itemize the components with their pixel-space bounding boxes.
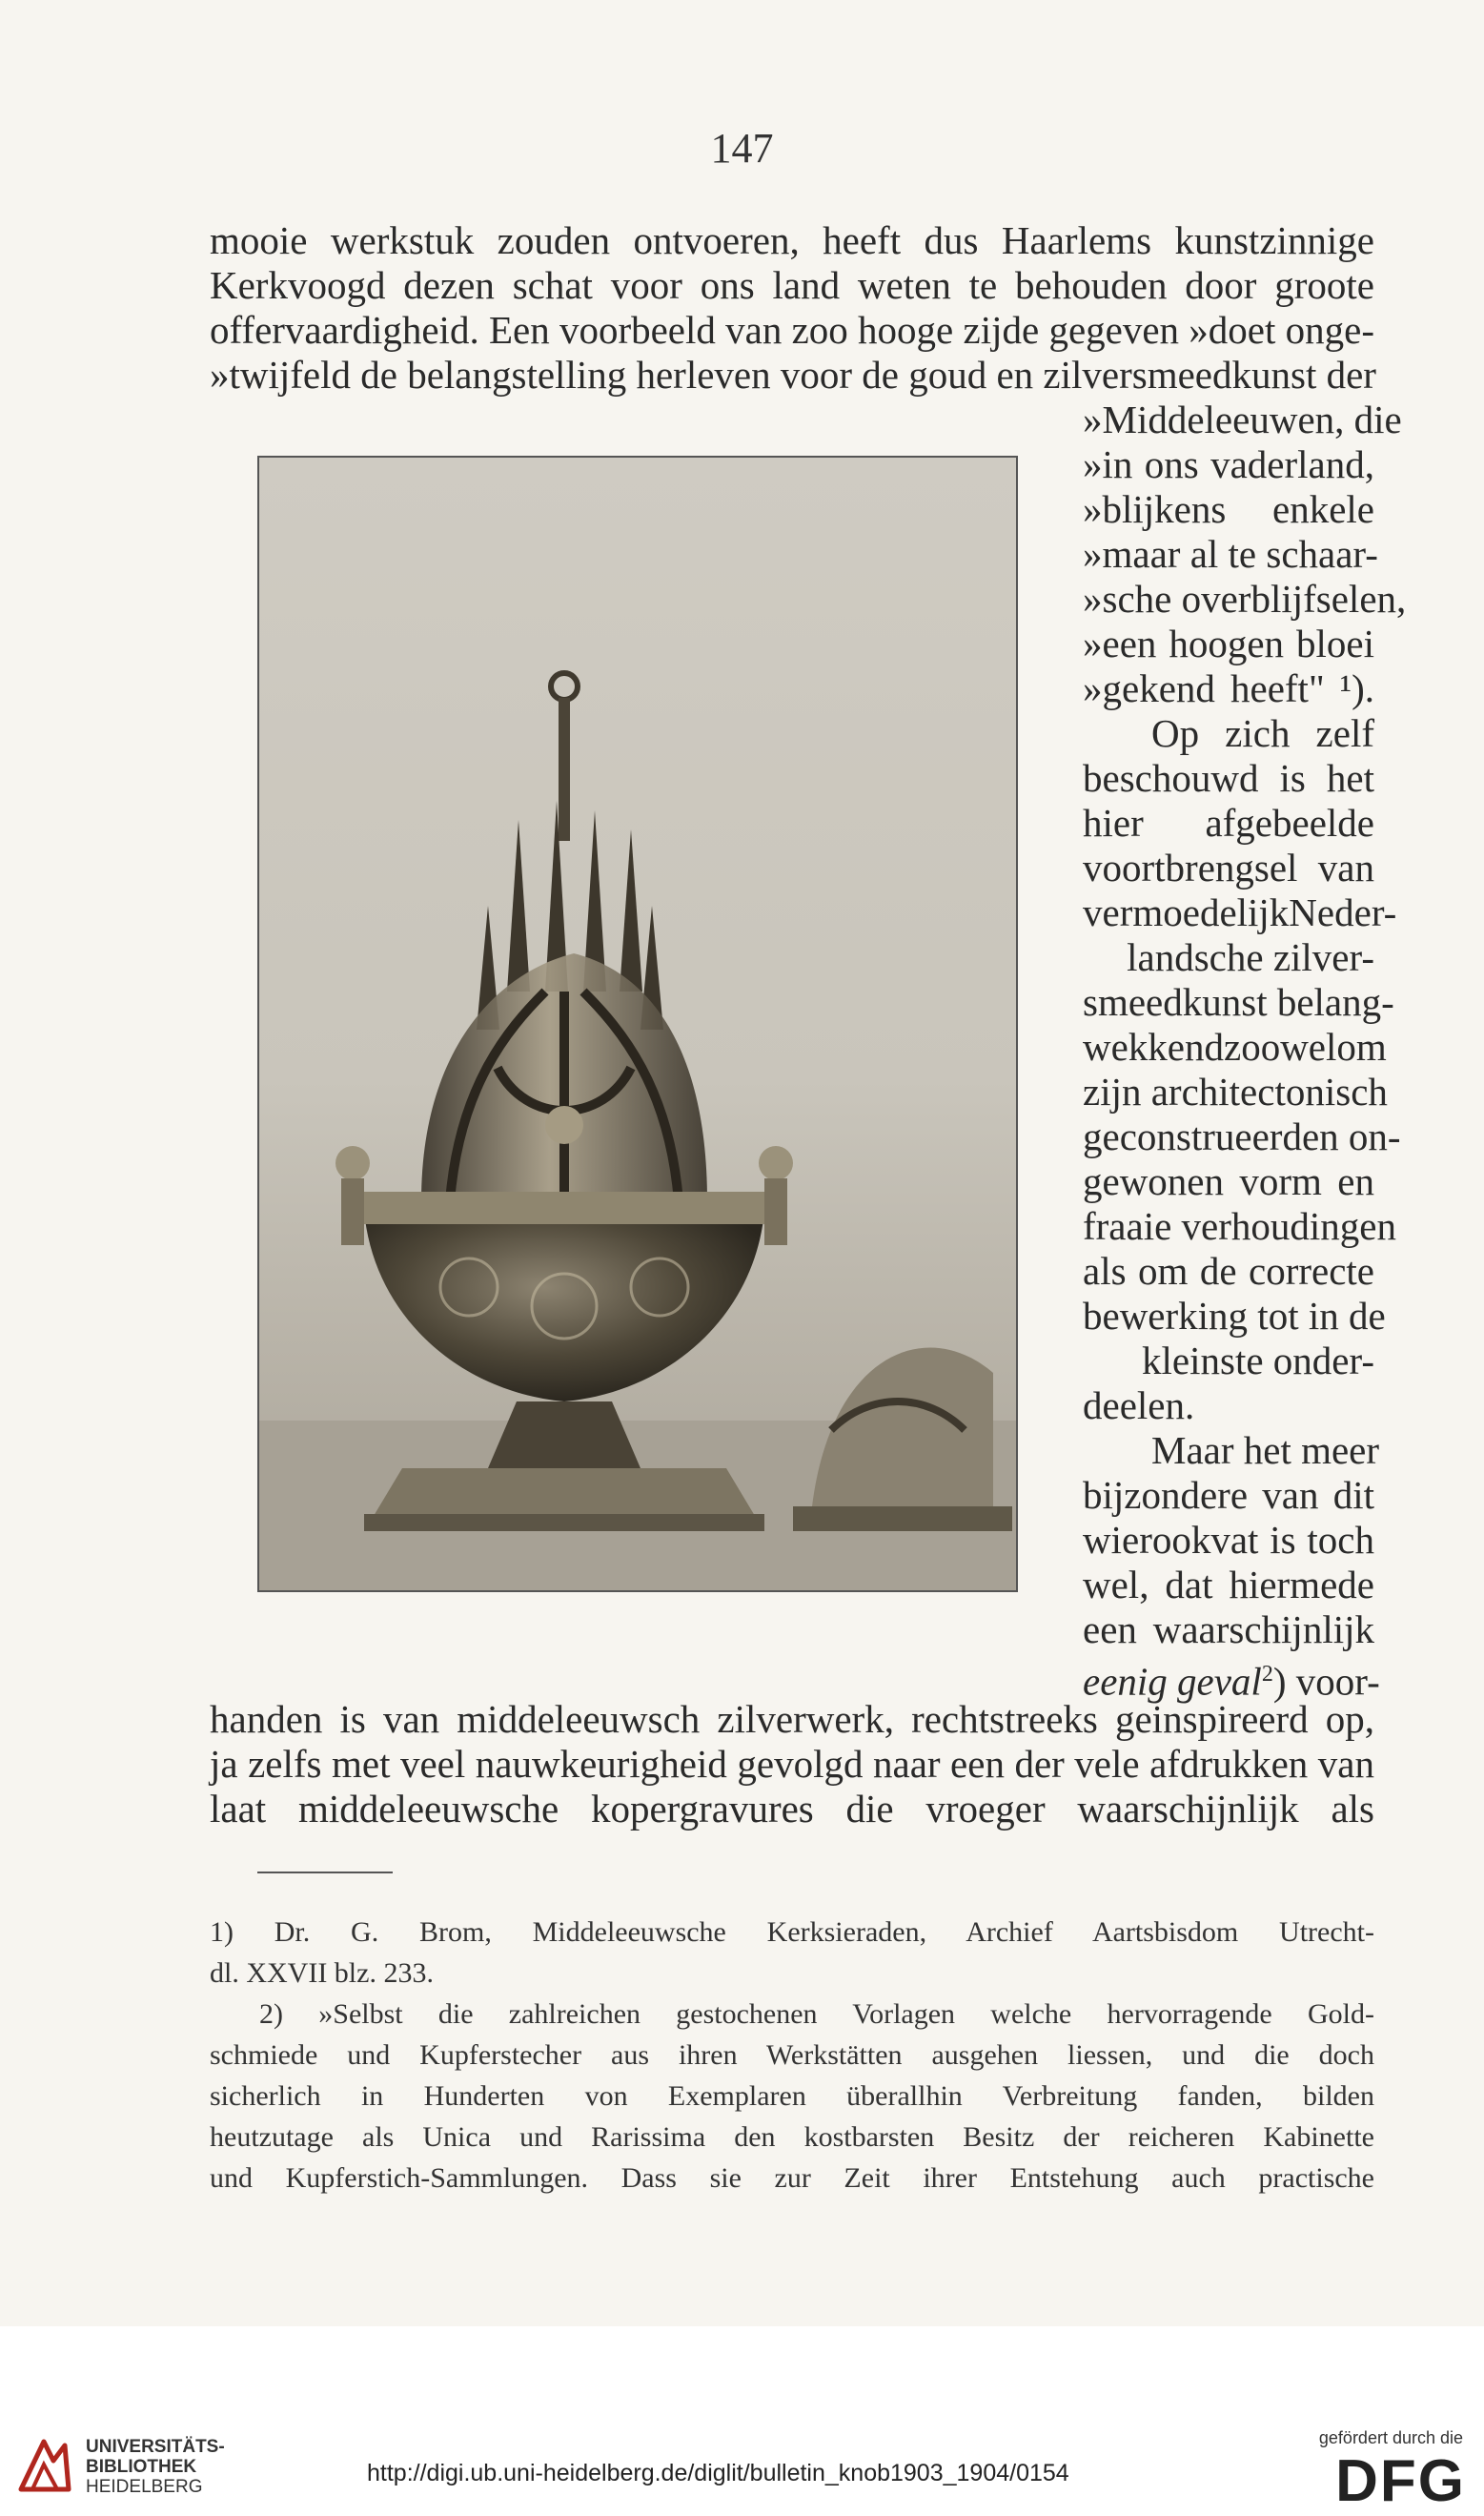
column-line: »in ons vaderland, <box>1083 442 1374 486</box>
column-line: »maar al te schaar- <box>1083 532 1378 576</box>
column-line: »een hoogen bloei <box>1083 622 1374 665</box>
body-line: ja zelfs met veel nauwkeurigheid gevolgd naar een der vele afdrukken van <box>210 1742 1374 1786</box>
footnote-line: 1) Dr. G. Brom, Middeleeuwsche Kerksieraden, Archief Aartsbisdom Utrecht- <box>210 1916 1374 1948</box>
library-name <box>86 2437 225 2497</box>
body-line: laat middeleeuwsche kopergravures die vroeger waarschijnlijk als <box>210 1787 1374 1831</box>
column-line: wel, dat hiermede <box>1083 1563 1374 1606</box>
column-line: wierookvat is toch <box>1083 1518 1374 1562</box>
permalink-url[interactable]: http://digi.ub.uni-heidelberg.de/diglit/bulletin_knob1903_1904/0154 <box>367 2460 1069 2486</box>
funded-by-label: gefördert durch die <box>1318 2428 1463 2447</box>
censer-illustration <box>259 458 1018 1592</box>
column-line: geconstrueerden on- <box>1083 1115 1401 1158</box>
body-line: Kerkvoogd dezen schat voor ons land weten te behouden door groote <box>210 263 1374 307</box>
body-line: offervaardigheid. Een voorbeeld van zoo hooge zijde gegeven »doet onge- <box>210 308 1374 352</box>
page-number: 147 <box>710 125 774 172</box>
footnote-marker: 2 <box>1261 1662 1273 1687</box>
column-line: smeedkunst belang- <box>1083 980 1394 1024</box>
italic-phrase: eenig geval <box>1083 1659 1262 1704</box>
column-line: fraaie verhoudingen <box>1083 1204 1396 1248</box>
library-line: UNIVERSITÄTS- <box>86 2437 225 2457</box>
column-line: deelen. <box>1083 1383 1195 1427</box>
column-line: landsche zilver- <box>1127 935 1374 979</box>
column-line: hier afgebeelde <box>1083 801 1374 845</box>
body-line: »twijfeld de belangstelling herleven voor de goud en zilversmeedkunst der <box>210 353 1376 397</box>
column-line: gewonen vorm en <box>1083 1159 1374 1203</box>
column-line: beschouwd is het <box>1083 756 1374 800</box>
body-line: handen is van middeleeuwsch zilverwerk, rechtstreeks geinspireerd op, <box>210 1697 1374 1741</box>
ub-heidelberg-logo-icon <box>15 2436 74 2495</box>
column-line: een waarschijnlijk <box>1083 1607 1374 1651</box>
censer-photograph <box>257 456 1018 1592</box>
ring-shape <box>551 673 578 700</box>
body-line: mooie werkstuk zouden ontvoeren, heeft dus Haarlems kunstzinnige <box>210 218 1374 262</box>
column-line: bijzondere van dit <box>1083 1473 1374 1517</box>
library-line: BIBLIOTHEK <box>86 2457 197 2477</box>
column-line-rest: ) voor- <box>1272 1659 1380 1704</box>
footnote-line: schmiede und Kupferstecher aus ihren Werkstätten ausgehen liessen, und die doch <box>210 2039 1374 2071</box>
column-line: »Middeleeuwen, die <box>1083 398 1402 441</box>
column-line: als om de correcte <box>1083 1249 1374 1293</box>
column-line: Op zich zelf <box>1151 711 1374 755</box>
footnote-line: dl. XXVII blz. 233. <box>210 1957 434 1989</box>
column-line: »gekend heeft" ¹). <box>1083 666 1374 710</box>
column-line: zijn architectonisch <box>1083 1070 1388 1114</box>
column-line: bewerking tot in de <box>1083 1294 1386 1338</box>
column-line: wekkendzoowelom <box>1083 1025 1387 1069</box>
footnote-line: sicherlich in Hunderten von Exemplaren überallhin Verbreitung fanden, bilden <box>210 2080 1374 2112</box>
column-line: voortbrengsel van <box>1083 846 1374 890</box>
footnote-line: und Kupferstich-Sammlungen. Dass sie zur Zeit ihrer Entstehung auch practische <box>210 2162 1374 2194</box>
footnote-line: 2) »Selbst die zahlreichen gestochenen Vorlagen welche hervorragende Gold- <box>259 1998 1374 2030</box>
column-line: »blijkens enkele <box>1083 487 1374 531</box>
column-line: »sche overblijfselen, <box>1083 577 1407 621</box>
library-line: HEIDELBERG <box>86 2477 203 2497</box>
footnote-rule <box>257 1872 393 1873</box>
column-line: Maar het meer <box>1151 1428 1380 1472</box>
column-line: vermoedelijkNeder- <box>1083 890 1397 934</box>
footnote-line: heutzutage als Unica und Rarissima den kostbarsten Besitz der reicheren Kabinette <box>210 2121 1374 2153</box>
dfg-logo: DFG <box>1335 2448 1466 2514</box>
column-line: kleinste onder- <box>1142 1339 1374 1382</box>
